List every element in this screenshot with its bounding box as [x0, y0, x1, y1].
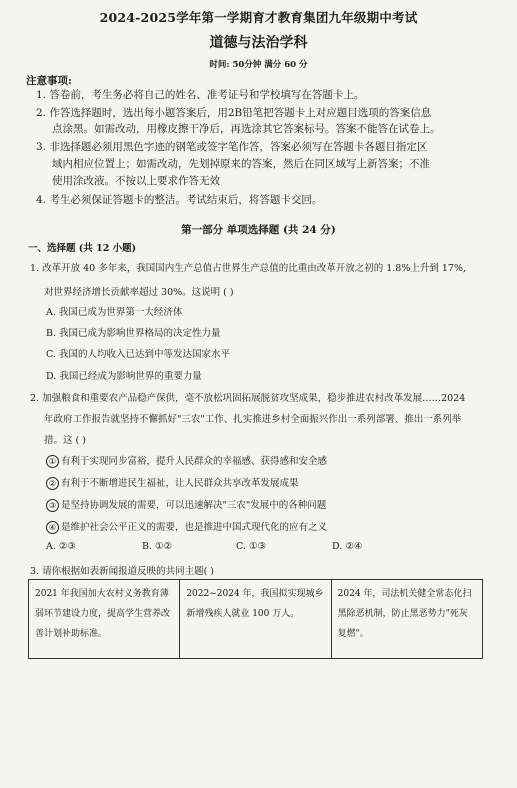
q2-statement-4-text: 是维护社会公平正义的需要，也是推进中国式现代化的应有之义	[61, 522, 328, 533]
part-title: 第一部分 单项选择题 (共 24 分)	[181, 224, 336, 236]
note-item: 4. 考生必须保证答题卡的整洁。考试结束后，将答题卡交回。	[36, 194, 323, 206]
note-item: 1. 答卷前，考生务必将自己的姓名、准考证号和学校填写在答题卡上。	[36, 89, 365, 101]
notes-heading: 注意事项:	[26, 75, 72, 87]
note-item: 点涂黑。如需改动，用橡皮擦干净后，再选涂其它答案标号。答案不能答在试卷上。	[52, 123, 441, 135]
q2-statement-3-text: 是坚持协调发展的需要，可以迅速解决"三农"发展中的各种问题	[61, 500, 327, 511]
note-item: 2. 作答选择题时，选出每小题答案后，用2B铅笔把答题卡上对应题目选项的答案信息	[36, 107, 432, 119]
note-item: 域内相应位置上；如需改动，先划掉原来的答案，然后在同区域写上新答案；不准	[52, 158, 430, 170]
news-cell-3: 2024 年，司法机关健全常态化扫黑除恶机制，防止黑恶势力"死灰复燃"。	[331, 580, 482, 659]
q2-stem-cont: 年政府工作报告就坚持不懈抓好"三农"工作、扎实推进乡村全面振兴作出一系列部署、推出一系列举	[44, 414, 462, 425]
q2-statement-1	[46, 453, 327, 468]
q1-option-a: A. 我国已成为世界第一大经济体	[46, 307, 183, 318]
q2-option-a: A. ②③	[46, 541, 76, 552]
q2-statement-2-text: 有利于不断增进民生福祉，让人民群众共享改革发展成果	[61, 478, 299, 489]
q2-statement-3	[46, 497, 326, 512]
q3-stem: 3. 请你根据如表新闻报道反映的共同主题( )	[30, 566, 215, 577]
q1-option-d: D. 我国已经成为影响世界的重要力量	[46, 371, 202, 382]
q2-stem-end: 措。这 ( )	[44, 435, 86, 446]
news-table	[28, 579, 483, 659]
q2-option-d: D. ②④	[332, 541, 363, 552]
note-item: 使用涂改液。不按以上要求作答无效	[52, 175, 220, 187]
q2-statement-1-marker: ①	[46, 455, 59, 468]
q2-statement-3-marker: ③	[46, 499, 59, 512]
q1-option-b: B. 我国已成为影响世界格局的决定性力量	[46, 328, 221, 339]
table-row	[29, 580, 483, 659]
q1-stem: 1. 改革开放 40 多年来，我国国内生产总值占世界生产总值的比重由改革开放之初的 1.8%上升到 17%,	[30, 263, 467, 274]
note-item: 3. 非选择题必须用黑色字迹的钢笔或签字笔作答，答案必须写在答题卡各题目指定区	[36, 141, 428, 153]
q2-statement-4	[46, 519, 327, 534]
q2-statement-4-marker: ④	[46, 521, 59, 534]
section-title: 一、选择题 (共 12 小题)	[28, 243, 137, 254]
news-cell-1: 2021 年我国加大农村义务教育薄弱环节建设力度，提高学生营养改善计划补助标准。	[29, 580, 180, 659]
q1-option-c: C. 我国的人均收入已达到中等发达国家水平	[46, 349, 230, 360]
q2-statement-2	[46, 475, 299, 490]
subject-title: 道德与法治学科	[209, 35, 308, 51]
exam-title: 2024-2025学年第一学期育才教育集团九年级期中考试	[99, 10, 418, 25]
q2-option-c: C. ①③	[236, 541, 267, 552]
q1-stem-cont: 对世界经济增长贡献率超过 30%。这说明 ( )	[44, 287, 234, 298]
q2-option-b: B. ①②	[142, 541, 173, 552]
q2-stem: 2. 加强粮食和重要农产品稳产保供，毫不放松巩固拓展脱贫攻坚成果，稳步推进农村改革发展……2024	[30, 393, 466, 404]
exam-meta: 时间: 50分钟 满分 60 分	[209, 60, 308, 70]
q2-statement-2-marker: ②	[46, 477, 59, 490]
q2-statement-1-text: 有利于实现同步富裕，提升人民群众的幸福感、获得感和安全感	[61, 456, 328, 467]
news-cell-2: 2022~2024 年，我国拟实现城乡新增残疾人就业 100 万人。	[180, 580, 331, 659]
